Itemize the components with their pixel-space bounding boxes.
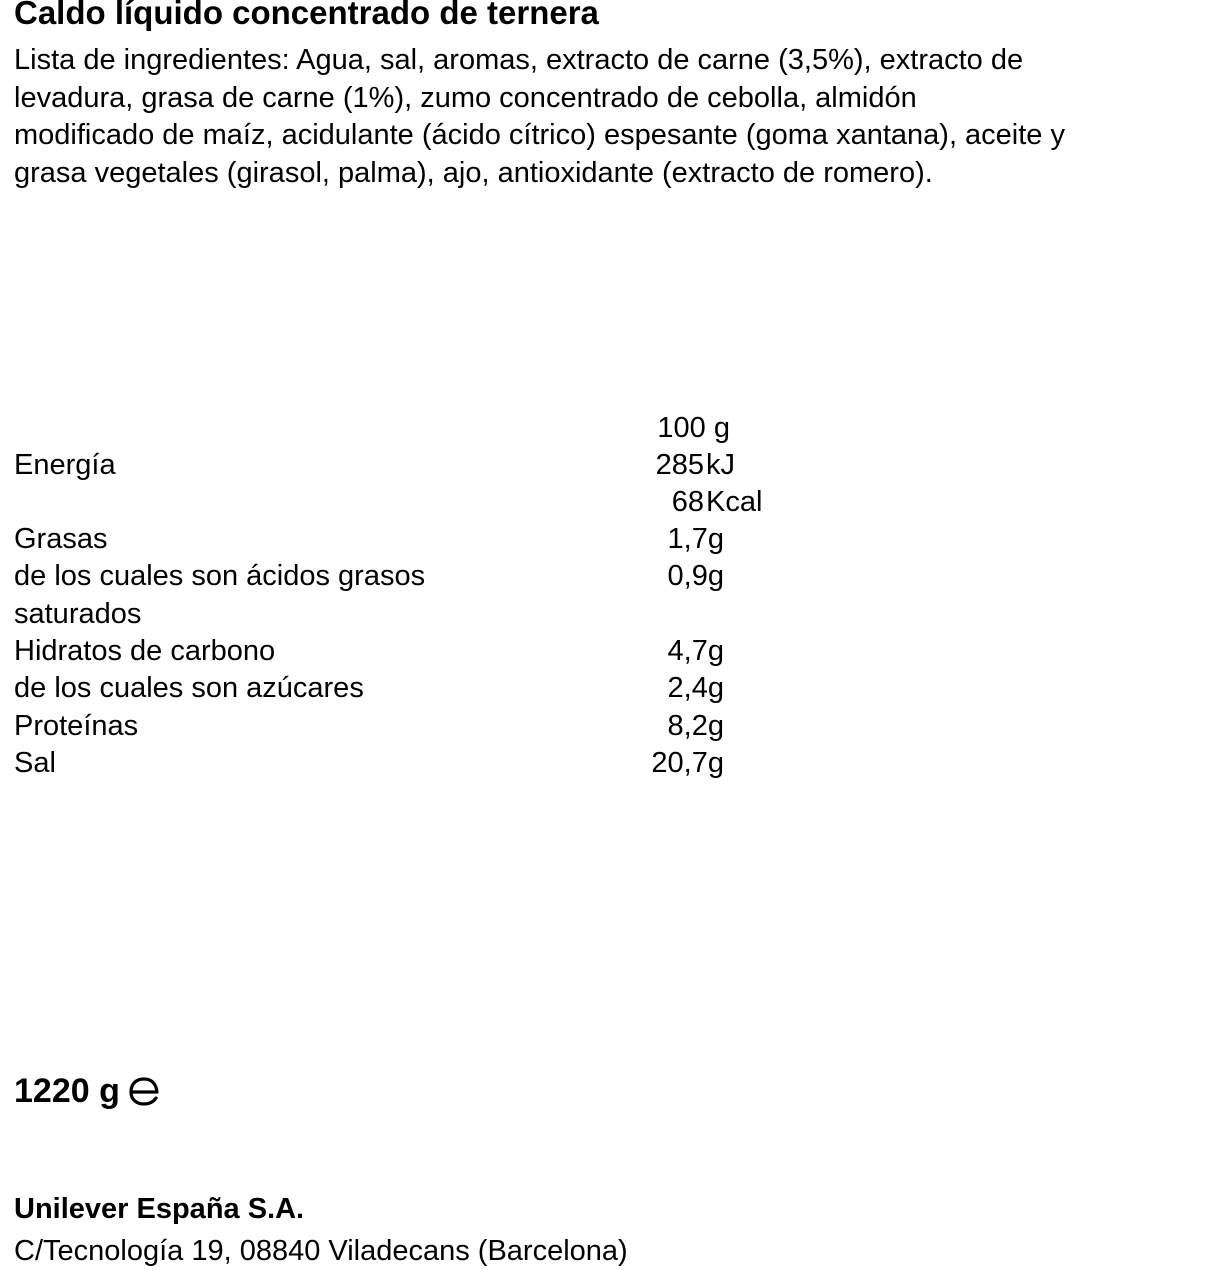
ingredients-line: grasa vegetales (girasol, palma), ajo, antioxidante (extracto de romero).: [14, 156, 933, 189]
nutrition-column-header: 100 g: [657, 412, 730, 444]
salt-value: 20,7g: [651, 747, 724, 779]
protein-label: Proteínas: [14, 710, 139, 742]
ingredients-line: modificado de maíz, acidulante (ácido cítrico) espesante (goma xantana), aceite y: [14, 119, 1065, 151]
product-title: Caldo líquido concentrado de ternera: [14, 0, 599, 31]
net-weight-value: 1220 g: [14, 1072, 120, 1110]
ingredients-list: [14, 42, 1204, 192]
protein-value: 8,2g: [667, 710, 724, 742]
net-weight: [14, 1071, 160, 1111]
ingredients-line: Lista de ingredientes: Agua, sal, aromas, extracto de carne (3,5%), extracto de: [14, 44, 1024, 76]
energy-kcal-value: 68: [671, 486, 704, 518]
manufacturer-address: C/Tecnología 19, 08840 Viladecans (Barcelona): [14, 1235, 628, 1267]
carbohydrates-value: 4,7g: [667, 635, 724, 667]
sugars-label: de los cuales son azúcares: [14, 672, 364, 704]
saturated-fat-label-continued: saturados: [14, 598, 142, 630]
ingredients-line: levadura, grasa de carne (1%), zumo concentrado de cebolla, almidón: [14, 81, 917, 114]
salt-label: Sal: [14, 747, 56, 779]
energy-kcal-unit: Kcal: [706, 486, 763, 518]
estimated-sign-icon: [126, 1075, 160, 1107]
carbohydrates-label: Hidratos de carbono: [14, 635, 276, 667]
energy-kj-value: 285: [655, 449, 704, 481]
sugars-value: 2,4g: [667, 672, 724, 704]
energy-label: Energía: [14, 449, 116, 481]
manufacturer-name: Unilever España S.A.: [14, 1193, 305, 1225]
saturated-fat-value: 0,9g: [667, 560, 724, 592]
saturated-fat-label: de los cuales son ácidos grasos: [14, 560, 426, 592]
fat-label: Grasas: [14, 523, 108, 555]
energy-kj-unit: kJ: [706, 449, 735, 481]
fat-value: 1,7g: [667, 523, 724, 555]
